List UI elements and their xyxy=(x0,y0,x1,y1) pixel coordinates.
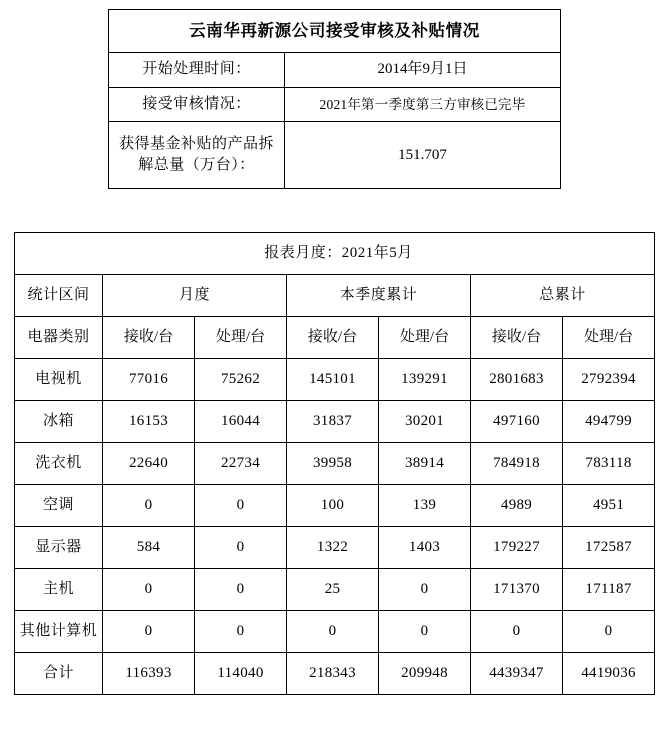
cell-value: 77016 xyxy=(103,359,195,401)
cell-value: 1403 xyxy=(379,527,471,569)
cell-value: 4951 xyxy=(563,485,655,527)
cell-value: 30201 xyxy=(379,401,471,443)
table-row xyxy=(15,527,655,569)
cell-value: 171187 xyxy=(563,569,655,611)
table-row xyxy=(109,87,561,122)
cell-value: 0 xyxy=(379,569,471,611)
cell-value: 172587 xyxy=(563,527,655,569)
cell-value: 218343 xyxy=(287,653,379,695)
cell-value: 16044 xyxy=(195,401,287,443)
header-group-total: 总累计 xyxy=(471,275,655,317)
table-row xyxy=(15,443,655,485)
subsidy-total-label: 获得基金补贴的产品拆解总量（万台）： xyxy=(109,122,285,189)
cell-value: 22734 xyxy=(195,443,287,485)
cell-value: 497160 xyxy=(471,401,563,443)
audit-summary-table-container xyxy=(108,9,560,189)
table-row xyxy=(15,569,655,611)
header-statistic-range: 统计区间 xyxy=(15,275,103,317)
cell-value: 139 xyxy=(379,485,471,527)
cell-value: 39958 xyxy=(287,443,379,485)
cell-value: 0 xyxy=(103,569,195,611)
header-month-received: 接收/台 xyxy=(103,317,195,359)
cell-value: 179227 xyxy=(471,527,563,569)
cell-value: 114040 xyxy=(195,653,287,695)
cell-value: 100 xyxy=(287,485,379,527)
cell-value: 494799 xyxy=(563,401,655,443)
cell-value: 4989 xyxy=(471,485,563,527)
cell-value: 0 xyxy=(103,485,195,527)
table-row-total xyxy=(15,653,655,695)
table-row xyxy=(109,10,561,53)
header-group-quarter: 本季度累计 xyxy=(287,275,471,317)
monthly-detail-table-container xyxy=(14,232,654,695)
monthly-detail-table xyxy=(14,232,655,695)
row-category: 合计 xyxy=(15,653,103,695)
cell-value: 0 xyxy=(379,611,471,653)
cell-value: 0 xyxy=(195,485,287,527)
header-appliance-category: 电器类别 xyxy=(15,317,103,359)
audit-status-label: 接受审核情况： xyxy=(109,87,285,122)
cell-value: 0 xyxy=(195,611,287,653)
header-month-processed: 处理/台 xyxy=(195,317,287,359)
cell-value: 0 xyxy=(563,611,655,653)
cell-value: 145101 xyxy=(287,359,379,401)
start-time-label: 开始处理时间： xyxy=(109,52,285,87)
cell-value: 22640 xyxy=(103,443,195,485)
cell-value: 783118 xyxy=(563,443,655,485)
table-row xyxy=(109,122,561,189)
row-category: 主机 xyxy=(15,569,103,611)
cell-value: 2801683 xyxy=(471,359,563,401)
cell-value: 25 xyxy=(287,569,379,611)
cell-value: 31837 xyxy=(287,401,379,443)
report-month-label: 报表月度：2021年5月 xyxy=(15,233,655,275)
cell-value: 209948 xyxy=(379,653,471,695)
cell-value: 171370 xyxy=(471,569,563,611)
cell-value: 38914 xyxy=(379,443,471,485)
table-row xyxy=(15,611,655,653)
table-row xyxy=(15,401,655,443)
cell-value: 16153 xyxy=(103,401,195,443)
cell-value: 784918 xyxy=(471,443,563,485)
cell-value: 4439347 xyxy=(471,653,563,695)
table-row-sub-header xyxy=(15,317,655,359)
header-total-processed: 处理/台 xyxy=(563,317,655,359)
table-row xyxy=(109,52,561,87)
cell-value: 4419036 xyxy=(563,653,655,695)
audit-status-value: 2021年第一季度第三方审核已完毕 xyxy=(285,87,561,122)
cell-value: 0 xyxy=(287,611,379,653)
row-category: 电视机 xyxy=(15,359,103,401)
cell-value: 0 xyxy=(103,611,195,653)
start-time-value: 2014年9月1日 xyxy=(285,52,561,87)
cell-value: 139291 xyxy=(379,359,471,401)
header-quarter-processed: 处理/台 xyxy=(379,317,471,359)
table-row-group-header xyxy=(15,275,655,317)
cell-value: 0 xyxy=(195,527,287,569)
row-category: 显示器 xyxy=(15,527,103,569)
subsidy-total-value: 151.707 xyxy=(285,122,561,189)
cell-value: 0 xyxy=(195,569,287,611)
header-total-received: 接收/台 xyxy=(471,317,563,359)
header-group-month: 月度 xyxy=(103,275,287,317)
cell-value: 116393 xyxy=(103,653,195,695)
cell-value: 2792394 xyxy=(563,359,655,401)
row-category: 空调 xyxy=(15,485,103,527)
cell-value: 1322 xyxy=(287,527,379,569)
audit-summary-table xyxy=(108,9,561,189)
cell-value: 0 xyxy=(471,611,563,653)
cell-value: 584 xyxy=(103,527,195,569)
table-row xyxy=(15,485,655,527)
row-category: 冰箱 xyxy=(15,401,103,443)
cell-value: 75262 xyxy=(195,359,287,401)
row-category: 洗衣机 xyxy=(15,443,103,485)
row-category: 其他计算机 xyxy=(15,611,103,653)
table-row-report-month xyxy=(15,233,655,275)
summary-title: 云南华再新源公司接受审核及补贴情况 xyxy=(109,10,561,53)
table-row xyxy=(15,359,655,401)
header-quarter-received: 接收/台 xyxy=(287,317,379,359)
